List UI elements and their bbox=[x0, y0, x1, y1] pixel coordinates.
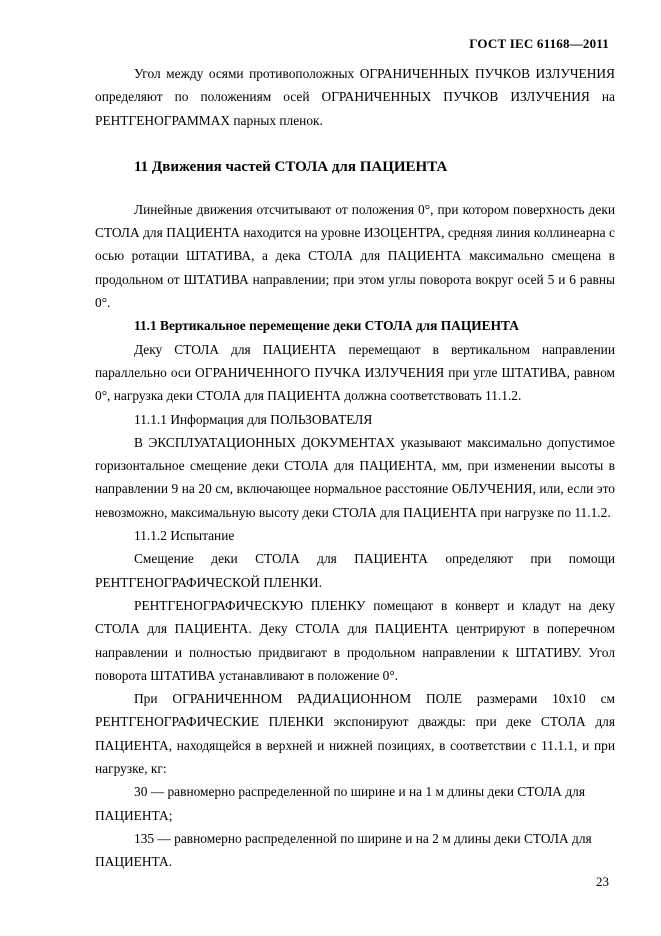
item-2-paragraph-3: При ОГРАНИЧЕННОМ РАДИАЦИОННОМ ПОЛЕ размерами 10x10 см РЕНТГЕНОГРАФИЧЕСКИЕ ПЛЕНКИ экспонируют дважды: при деке СТОЛА для ПАЦИЕНТА, находящейся в верхней и нижней позициях, в соответствии с 11.1.1, и при нагрузке, кг: bbox=[95, 691, 615, 777]
intro-paragraph: Угол между осями противоположных ОГРАНИЧЕННЫХ ПУЧКОВ ИЗЛУЧЕНИЯ определяют по положениям осей ОГРАНИЧЕННЫХ ПУЧКОВ ИЗЛУЧЕНИЯ на РЕНТГЕНОГРАММАХ парных пленок. bbox=[95, 66, 615, 128]
item-2-title: 11.1.2 Испытание bbox=[134, 528, 235, 544]
subsection-paragraph: Деку СТОЛА для ПАЦИЕНТА перемещают в вертикальном направлении параллельно оси ОГРАНИЧЕННОГО ПУЧКА ИЗЛУЧЕНИЯ при угле ШТАТИВА, равном 0°, нагрузка деки СТОЛА для ПАЦИЕНТА должна соответствовать 11.1.2. bbox=[95, 341, 615, 404]
item-2-paragraph-2: РЕНТГЕНОГРАФИЧЕСКУЮ ПЛЕНКУ помещают в конверт и кладут на деку СТОЛА для ПАЦИЕНТА. Деку СТОЛА для ПАЦИЕНТА центрируют в поперечном направлении и полностью придвигают в продольном направлении к ШТАТИВУ. Угол поворота ШТАТИВА устанавливают в положение 0°. bbox=[95, 597, 615, 683]
item-1-paragraph: В ЭКСПЛУАТАЦИОННЫХ ДОКУМЕНТАХ указывают максимально допустимое горизонтальное смещение деки СТОЛА для ПАЦИЕНТА, мм, при изменении высоты в направлении 9 на 20 см, включающее нормальное расстояние ОБЛУЧЕНИЯ, или, если это невозможно, максимальную высоту деки СТОЛА для ПАЦИЕНТА при нагрузке по 11.1.2. bbox=[95, 434, 615, 520]
load-item-2: 135 — равномерно распределенной по ширине и на 2 м длины деки СТОЛА для ПАЦИЕНТА. bbox=[95, 830, 592, 870]
document-body bbox=[95, 62, 615, 874]
item-1-title: 11.1.1 Информация для ПОЛЬЗОВАТЕЛЯ bbox=[134, 411, 373, 427]
subsection-title: 11.1 Вертикальное перемещение деки СТОЛА для ПАЦИЕНТА bbox=[134, 318, 519, 334]
standard-header: ГОСТ IEC 61168—2011 bbox=[469, 36, 609, 51]
load-item-1: 30 — равномерно распределенной по ширине и на 1 м длины деки СТОЛА для ПАЦИЕНТА; bbox=[95, 784, 585, 823]
page-number: 23 bbox=[596, 874, 609, 889]
section-title: 11 Движения частей СТОЛА для ПАЦИЕНТА bbox=[134, 158, 448, 175]
section-paragraph: Линейные движения отсчитывают от положения 0°, при котором поверхность деки СТОЛА для ПАЦИЕНТА находится на уровне ИЗОЦЕНТРА, средняя линия коллинеарна с осью ротации ШТАТИВА, а дека СТОЛА для ПАЦИЕНТА максимально смещена в продольном от ШТАТИВА направлении; при этом углы поворота вокруг осей 5 и 6 равны 0°. bbox=[95, 201, 615, 311]
item-2-paragraph-1: Смещение деки СТОЛА для ПАЦИЕНТА определяют при помощи РЕНТГЕНОГРАФИЧЕСКОЙ ПЛЕНКИ. bbox=[95, 551, 615, 590]
